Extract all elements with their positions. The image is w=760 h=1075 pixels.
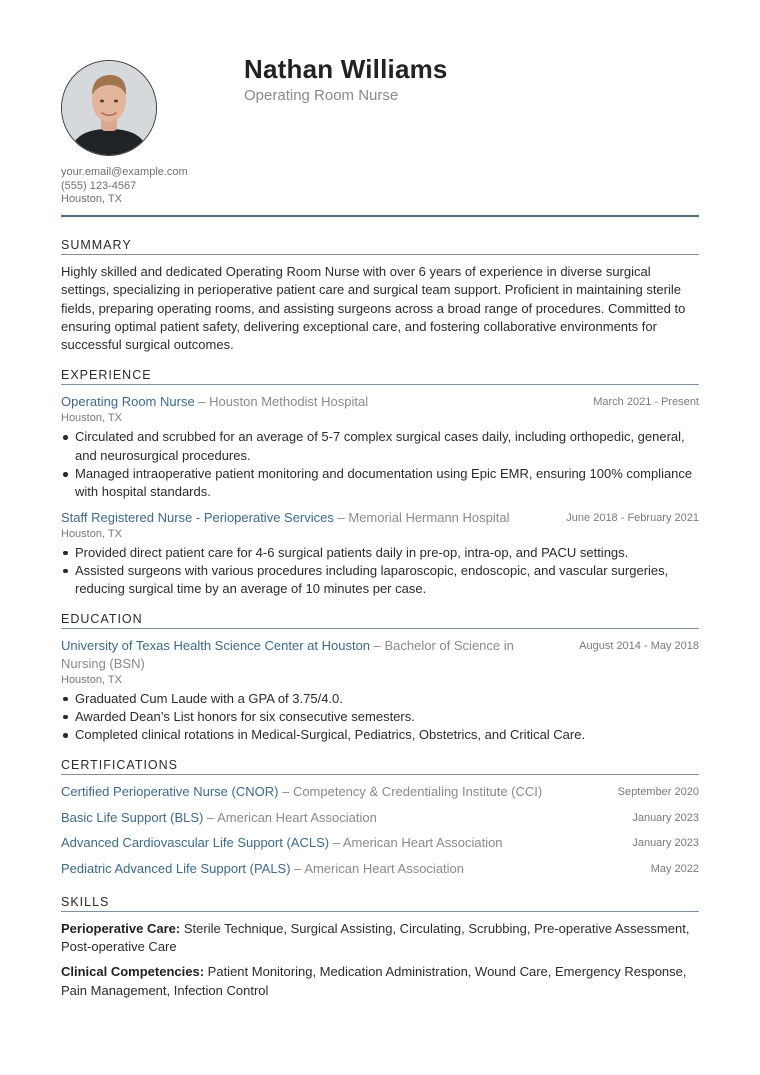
job-employer: Memorial Hermann Hospital — [348, 509, 510, 525]
certification-name: Basic Life Support (BLS) — [61, 809, 204, 825]
certification-name: Pediatric Advanced Life Support (PALS) — [61, 861, 291, 877]
school-name: University of Texas Health Science Center at Houston — [61, 637, 371, 653]
job-employer: Houston Methodist Hospital — [209, 394, 369, 410]
bullet-item: Graduated Cum Laude with a GPA of 3.75/4.0. — [75, 690, 699, 708]
certification-issuer: Competency & Credentialing Institute (CCI) — [292, 784, 543, 800]
certification-name: Certified Perioperative Nurse (CNOR) — [61, 784, 279, 800]
job-location: Houston, TX — [61, 412, 122, 425]
job-entry — [61, 393, 699, 501]
bullet-item: Managed intraoperative patient monitoring and documentation using Epic EMR, ensuring 100% compliance with hospital standards. — [75, 465, 699, 502]
skill-group-label: Clinical Competencies: — [61, 964, 205, 980]
certification-date: September 2020 — [617, 786, 699, 799]
candidate-title: Operating Room Nurse — [244, 87, 399, 104]
title-separator: – — [198, 394, 206, 410]
job-title: Staff Registered Nurse - Perioperative Services — [61, 509, 334, 525]
section-title-experience: EXPERIENCE — [61, 368, 699, 385]
bullet-item: Provided direct patient care for 4-6 surgical patients daily in pre-op, intra-op, and PACU settings. — [75, 544, 699, 562]
certification-issuer: American Heart Association — [217, 809, 377, 825]
skill-group — [61, 920, 699, 957]
job-date: June 2018 - February 2021 — [566, 511, 699, 524]
title-separator: – — [332, 835, 340, 851]
title-separator: – — [206, 809, 215, 825]
job-date: March 2021 - Present — [593, 396, 699, 409]
section-title-education: EDUCATION — [61, 612, 699, 629]
profile-photo — [61, 60, 157, 156]
job-bullets — [61, 544, 699, 599]
education-entry — [61, 637, 699, 745]
skill-group-text: Sterile Technique, Surgical Assisting, Circulating, Scrubbing, Pre-operative Assessment, Post-operative Care — [61, 920, 690, 955]
summary-text: Highly skilled and dedicated Operating Room Nurse with over 6 years of experience in diverse surgical settings, specializing in perioperative patient care and surgical team support. Proficient in maintaining sterile fields, preparing operating rooms, and assisting surgeons across a broad range of procedures. Committed to ensuring optimal patient safety, delivering exceptional care, and fostering collaborative environments for successful surgical outcomes. — [61, 264, 686, 353]
contact-location: Houston, TX — [61, 193, 122, 205]
certifications-section — [61, 758, 699, 881]
title-separator: – — [337, 509, 345, 525]
job-location: Houston, TX — [61, 527, 122, 540]
education-bullets — [61, 690, 699, 745]
skill-group — [61, 963, 699, 1000]
certification-row — [61, 856, 699, 882]
section-title-skills: SKILLS — [61, 895, 699, 912]
certification-row — [61, 779, 699, 805]
bullet-item: Completed clinical rotations in Medical-Surgical, Pediatrics, Obstetrics, and Critical Care. — [75, 726, 699, 744]
skills-section — [61, 895, 699, 1000]
education-date: August 2014 - May 2018 — [579, 639, 699, 652]
certification-issuer: American Heart Association — [342, 835, 503, 851]
contact-email[interactable]: your.email@example.com — [61, 166, 188, 178]
bullet-item: Awarded Dean’s List honors for six consecutive semesters. — [75, 708, 699, 726]
job-entry — [61, 509, 699, 599]
candidate-name: Nathan Williams — [244, 54, 448, 84]
avatar-icon — [62, 61, 156, 155]
certification-row — [61, 805, 699, 831]
resume-header — [61, 0, 699, 216]
bullet-item: Circulated and scrubbed for an average of 5-7 complex surgical cases daily, including orthopedic, general, and neurosurgical procedures. — [75, 428, 699, 465]
skill-group-text: Patient Monitoring, Medication Administration, Wound Care, Emergency Response, Pain Management, Infection Control — [61, 964, 687, 998]
certification-date: January 2023 — [632, 811, 699, 824]
contact-phone: (555) 123-4567 — [61, 179, 137, 192]
job-bullets — [61, 428, 699, 501]
section-title-summary: SUMMARY — [61, 238, 699, 255]
certification-issuer: American Heart Association — [304, 861, 465, 877]
certification-date: May 2022 — [650, 863, 699, 876]
certification-name: Advanced Cardiovascular Life Support (ACLS) — [61, 835, 330, 851]
job-title: Operating Room Nurse — [61, 394, 195, 410]
education-section — [61, 612, 699, 745]
section-title-certifications: CERTIFICATIONS — [61, 758, 699, 775]
title-separator: – — [373, 637, 381, 653]
degree-name: Bachelor of Science in Nursing (BSN) — [61, 637, 514, 671]
certification-date: January 2023 — [632, 837, 699, 850]
header-divider — [61, 215, 699, 217]
title-separator: – — [294, 861, 302, 877]
education-location: Houston, TX — [61, 673, 122, 686]
contact-info — [61, 166, 188, 207]
summary-section — [61, 238, 699, 354]
experience-section — [61, 368, 699, 598]
certification-row — [61, 831, 699, 857]
bullet-item: Assisted surgeons with various procedures including laparoscopic, endoscopic, and vascular surgeries, reducing surgical time by an average of 10 minutes per case. — [75, 562, 699, 599]
skill-group-label: Perioperative Care: — [61, 920, 181, 936]
title-separator: – — [282, 784, 290, 800]
